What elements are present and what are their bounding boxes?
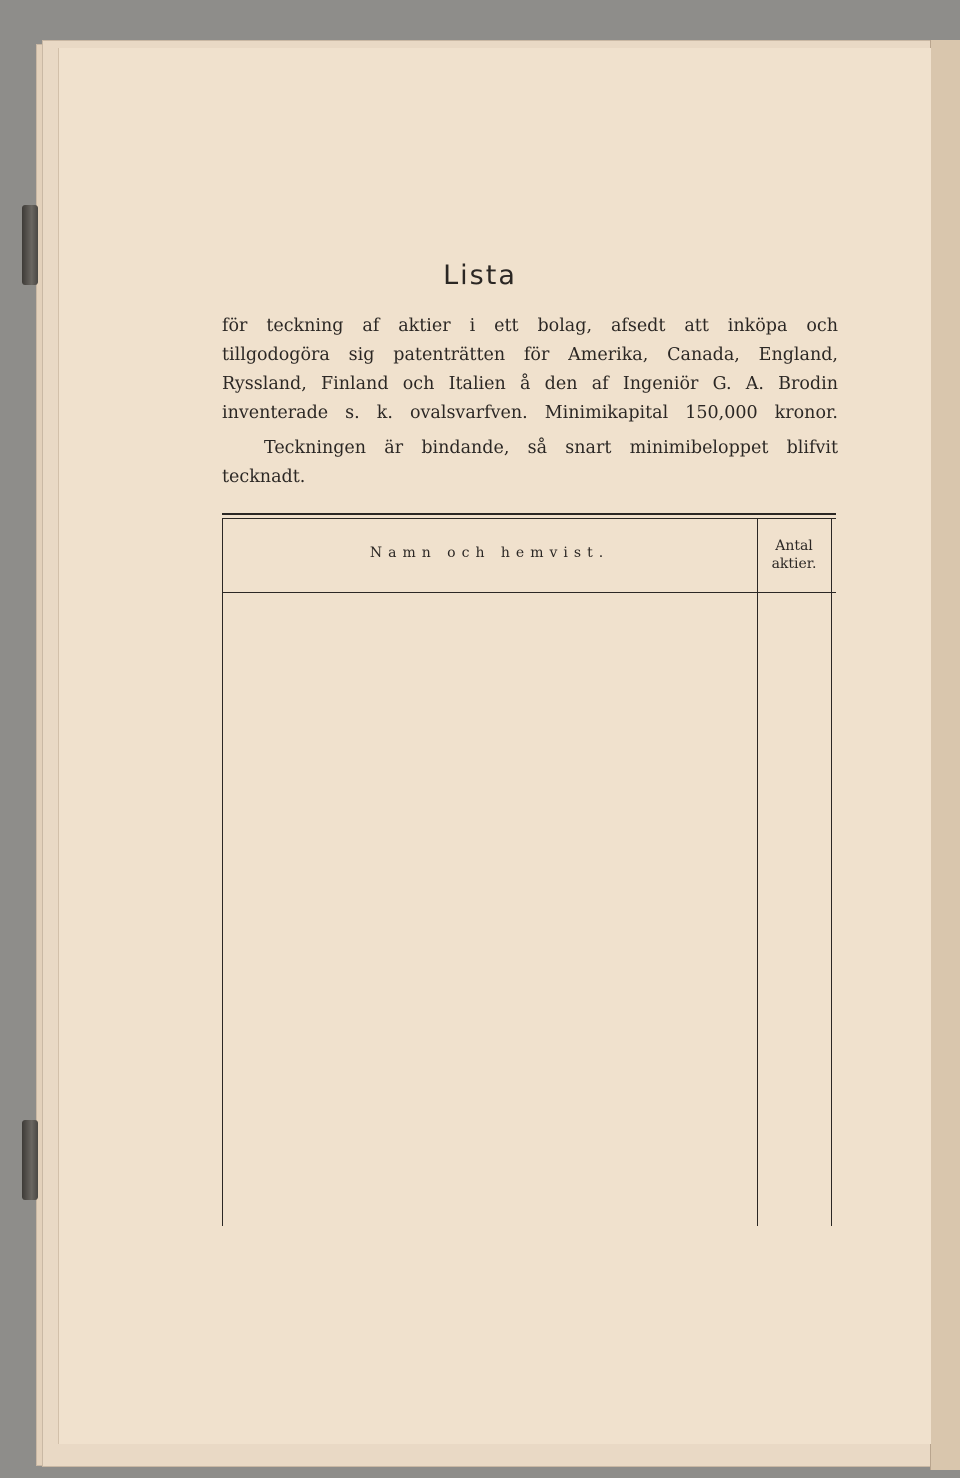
- paragraph-binding-terms: [222, 434, 838, 492]
- column-header-antal-line2: aktier.: [771, 556, 817, 572]
- table-left-border: [222, 519, 223, 1226]
- document-title: Lista: [443, 260, 517, 291]
- column-header-antal-line1: Antal: [775, 538, 813, 554]
- table-top-rule-thin: [222, 518, 836, 519]
- text-line: tecknadt.: [222, 467, 306, 487]
- table-top-rule: [222, 513, 836, 515]
- table-column-divider: [757, 519, 758, 1226]
- column-header-antal: [757, 537, 831, 573]
- binding-clip-icon: [22, 1120, 38, 1200]
- column-header-name: Namn och hemvist.: [369, 545, 610, 561]
- text-line: inventerade s. k. ovalsvarfven. Minimikapital 150,000 kronor.: [222, 403, 838, 423]
- text-line: tillgodogöra sig patenträtten för Amerika, Canada, England,: [222, 345, 838, 365]
- document-sheet: [58, 48, 931, 1444]
- paragraph-subscription-purpose: [222, 312, 838, 428]
- text-line: Teckningen är bindande, så snart minimibeloppet blifvit: [264, 438, 838, 458]
- text-line: Ryssland, Finland och Italien å den af Ingeniör G. A. Brodin: [222, 374, 838, 394]
- adjacent-page-edge: [930, 40, 960, 1470]
- text-line: för teckning af aktier i ett bolag, afsedt att inköpa och: [222, 316, 838, 336]
- table-right-border: [831, 519, 832, 1226]
- table-header-rule: [222, 592, 836, 593]
